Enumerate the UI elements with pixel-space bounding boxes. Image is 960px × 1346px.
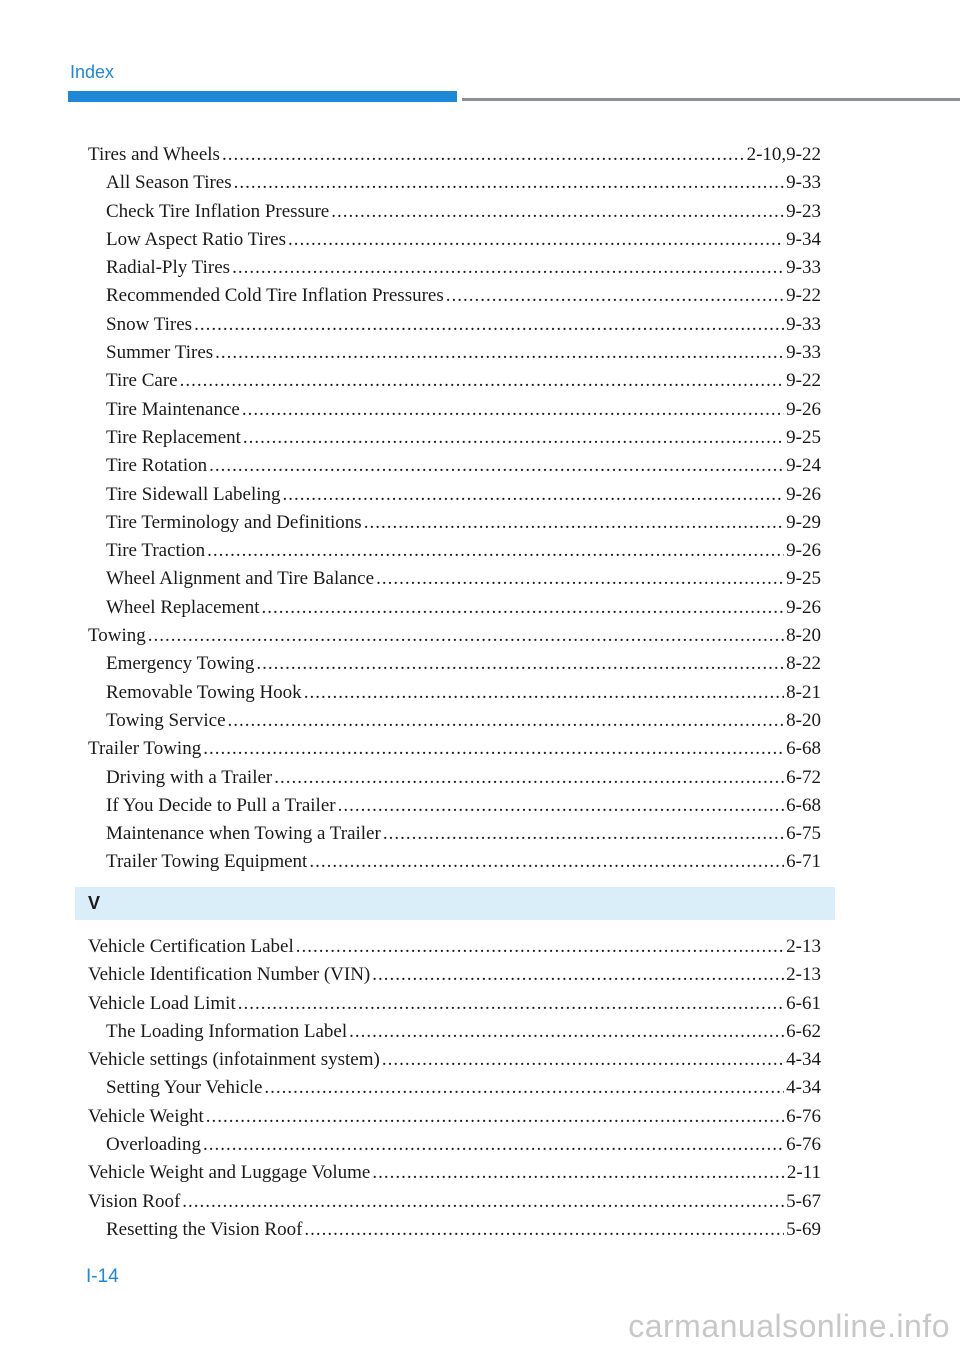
section-band-v: [75, 887, 835, 920]
index-page-ref: 9-25: [786, 568, 821, 590]
index-entries-v: [88, 933, 821, 1244]
header-accent-bar: [68, 91, 457, 102]
index-term: Tire Terminology and Definitions: [106, 511, 362, 533]
index-page-ref: 2-10,9-22: [746, 144, 821, 165]
index-page-ref: 5-67: [786, 1190, 821, 1212]
index-page-ref: 6-75: [786, 823, 821, 845]
dot-leader: [262, 594, 785, 622]
index-entry: [88, 990, 821, 1018]
index-page-ref: 9-26: [786, 540, 821, 562]
index-page-ref: 9-34: [786, 228, 821, 250]
index-page-ref: 9-24: [786, 455, 821, 477]
index-page-ref: 9-26: [786, 483, 821, 505]
index-term: The Loading Information Label: [106, 1020, 348, 1042]
dot-leader: [338, 792, 785, 820]
dot-leader: [238, 990, 784, 1018]
dot-leader: [383, 820, 784, 848]
index-entry: [88, 764, 821, 792]
index-entry: [88, 1074, 821, 1102]
index-page-ref: 6-61: [786, 992, 821, 1014]
index-term: Overloading: [106, 1134, 201, 1156]
index-entry: [88, 792, 821, 820]
index-page-ref: 9-23: [786, 200, 821, 222]
index-entry: [88, 1188, 821, 1216]
index-page-ref: 6-62: [786, 1020, 821, 1042]
index-entry: [88, 1103, 821, 1131]
index-entry: [88, 339, 821, 367]
index-term: Tire Replacement: [106, 426, 241, 448]
index-page-ref: 2-13: [786, 936, 821, 957]
index-entry: [88, 1216, 821, 1244]
dot-leader: [228, 707, 785, 735]
index-page-ref: 4-34: [786, 1077, 821, 1099]
index-term: Summer Tires: [106, 342, 214, 364]
index-page-ref: 4-34: [786, 1049, 821, 1071]
index-term: Trailer Towing: [88, 738, 202, 760]
dot-leader: [222, 141, 745, 169]
dot-leader: [331, 198, 784, 226]
dot-leader: [376, 565, 784, 593]
index-page-ref: 9-22: [786, 285, 821, 307]
dot-leader: [264, 1074, 784, 1102]
index-term: Maintenance when Towing a Trailer: [106, 823, 381, 845]
index-entry: [88, 226, 821, 254]
index-entry: [88, 594, 821, 622]
index-term: Low Aspect Ratio Tires: [106, 228, 286, 250]
index-term: Tire Care: [106, 370, 178, 392]
index-term: Towing Service: [106, 709, 226, 731]
index-term: Radial-Ply Tires: [106, 257, 231, 279]
index-term: Towing: [88, 625, 146, 647]
index-page-ref: 9-33: [786, 342, 821, 364]
index-entries-t: [88, 141, 821, 877]
index-entry: [88, 452, 821, 480]
dot-leader: [207, 537, 784, 565]
index-page-ref: 6-71: [786, 851, 821, 873]
index-entry: [88, 961, 821, 989]
index-entry: [88, 820, 821, 848]
dot-leader: [304, 679, 784, 707]
dot-leader: [274, 764, 784, 792]
index-term: Vision Roof: [88, 1190, 181, 1212]
index-entry: [88, 933, 821, 961]
index-entry: [88, 1046, 821, 1074]
dot-leader: [215, 339, 784, 367]
index-page-ref: 2-13: [786, 964, 821, 986]
index-term: Removable Towing Hook: [106, 681, 302, 703]
dot-leader: [304, 1216, 784, 1244]
index-entry: [88, 707, 821, 735]
index-term: Vehicle settings (infotainment system): [88, 1049, 380, 1071]
dot-leader: [243, 424, 784, 452]
index-entry: [88, 537, 821, 565]
dot-leader: [256, 650, 784, 678]
index-term: Trailer Towing Equipment: [106, 851, 308, 873]
index-term: Driving with a Trailer: [106, 766, 273, 788]
index-entry: [88, 848, 821, 876]
index-term: Check Tire Inflation Pressure: [106, 200, 330, 222]
dot-leader: [288, 226, 784, 254]
index-term: Wheel Alignment and Tire Balance: [106, 568, 375, 590]
dot-leader: [372, 961, 784, 989]
index-term: Tires and Wheels: [88, 144, 220, 165]
index-page-ref: 6-68: [786, 738, 821, 760]
dot-leader: [232, 254, 784, 282]
index-term: Resetting the Vision Roof: [106, 1218, 303, 1240]
page-number: I-14: [86, 1266, 119, 1287]
dot-leader: [148, 622, 784, 650]
index-term: Vehicle Load Limit: [88, 992, 236, 1014]
index-entry: [88, 1018, 821, 1046]
dot-leader: [206, 1103, 784, 1131]
index-term: Recommended Cold Tire Inflation Pressures: [106, 285, 444, 307]
index-page-ref: 6-72: [786, 766, 821, 788]
index-page-ref: 9-26: [786, 596, 821, 618]
dot-leader: [283, 481, 785, 509]
index-term: Tire Rotation: [106, 455, 208, 477]
index-entry: [88, 311, 821, 339]
section-letter: V: [88, 893, 101, 913]
index-term: Tire Traction: [106, 540, 206, 562]
index-page-ref: 9-33: [786, 257, 821, 279]
index-page-ref: 5-69: [786, 1218, 821, 1240]
dot-leader: [203, 735, 784, 763]
index-term: Vehicle Weight and Luggage Volume: [88, 1162, 371, 1184]
index-page-ref: 8-20: [786, 625, 821, 647]
dot-leader: [364, 509, 784, 537]
dot-leader: [242, 396, 784, 424]
index-entry: [88, 1159, 821, 1187]
dot-leader: [234, 169, 785, 197]
index-page-ref: 6-76: [786, 1105, 821, 1127]
header-rule: [462, 98, 960, 101]
index-term: Vehicle Certification Label: [88, 936, 294, 957]
index-entry: [88, 622, 821, 650]
index-page-ref: 9-26: [786, 398, 821, 420]
dot-leader: [180, 367, 785, 395]
index-entry: [88, 169, 821, 197]
index-entry: [88, 367, 821, 395]
dot-leader: [209, 452, 784, 480]
index-entry: [88, 565, 821, 593]
dot-leader: [194, 311, 784, 339]
index-term: If You Decide to Pull a Trailer: [106, 794, 336, 816]
section-header-title: Index: [70, 62, 115, 82]
index-page-ref: 8-20: [786, 709, 821, 731]
dot-leader: [349, 1018, 784, 1046]
dot-leader: [372, 1159, 785, 1187]
dot-leader: [203, 1131, 784, 1159]
dot-leader: [296, 933, 784, 961]
index-term: Tire Sidewall Labeling: [106, 483, 281, 505]
watermark: carmanualsonline.info: [628, 1308, 950, 1344]
index-entry: [88, 1131, 821, 1159]
dot-leader: [382, 1046, 784, 1074]
index-page-ref: 9-22: [786, 370, 821, 392]
index-term: Vehicle Identification Number (VIN): [88, 964, 371, 986]
index-page-ref: 6-68: [786, 794, 821, 816]
index-entry: [88, 481, 821, 509]
index-term: Wheel Replacement: [106, 596, 260, 618]
index-entry: [88, 735, 821, 763]
dot-leader: [446, 282, 784, 310]
index-entry: [88, 198, 821, 226]
index-term: All Season Tires: [106, 172, 232, 194]
index-entry: [88, 509, 821, 537]
index-term: Emergency Towing: [106, 653, 255, 675]
index-entry: [88, 282, 821, 310]
index-entry: [88, 396, 821, 424]
index-term: Snow Tires: [106, 313, 193, 335]
index-page-ref: 9-29: [786, 511, 821, 533]
index-page-ref: 9-33: [786, 313, 821, 335]
index-entry: [88, 650, 821, 678]
index-page-ref: 9-25: [786, 426, 821, 448]
index-entry: [88, 679, 821, 707]
index-term: Tire Maintenance: [106, 398, 240, 420]
index-term: Vehicle Weight: [88, 1105, 204, 1127]
index-page-ref: 8-22: [786, 653, 821, 675]
dot-leader: [309, 848, 784, 876]
index-entry: [88, 424, 821, 452]
index-page-ref: 8-21: [786, 681, 821, 703]
index-entry: [88, 141, 821, 169]
index-entry: [88, 254, 821, 282]
index-page-ref: 2-11: [786, 1162, 821, 1184]
index-page-ref: 9-33: [786, 172, 821, 194]
index-term: Setting Your Vehicle: [106, 1077, 263, 1099]
dot-leader: [182, 1188, 784, 1216]
index-page-ref: 6-76: [786, 1134, 821, 1156]
